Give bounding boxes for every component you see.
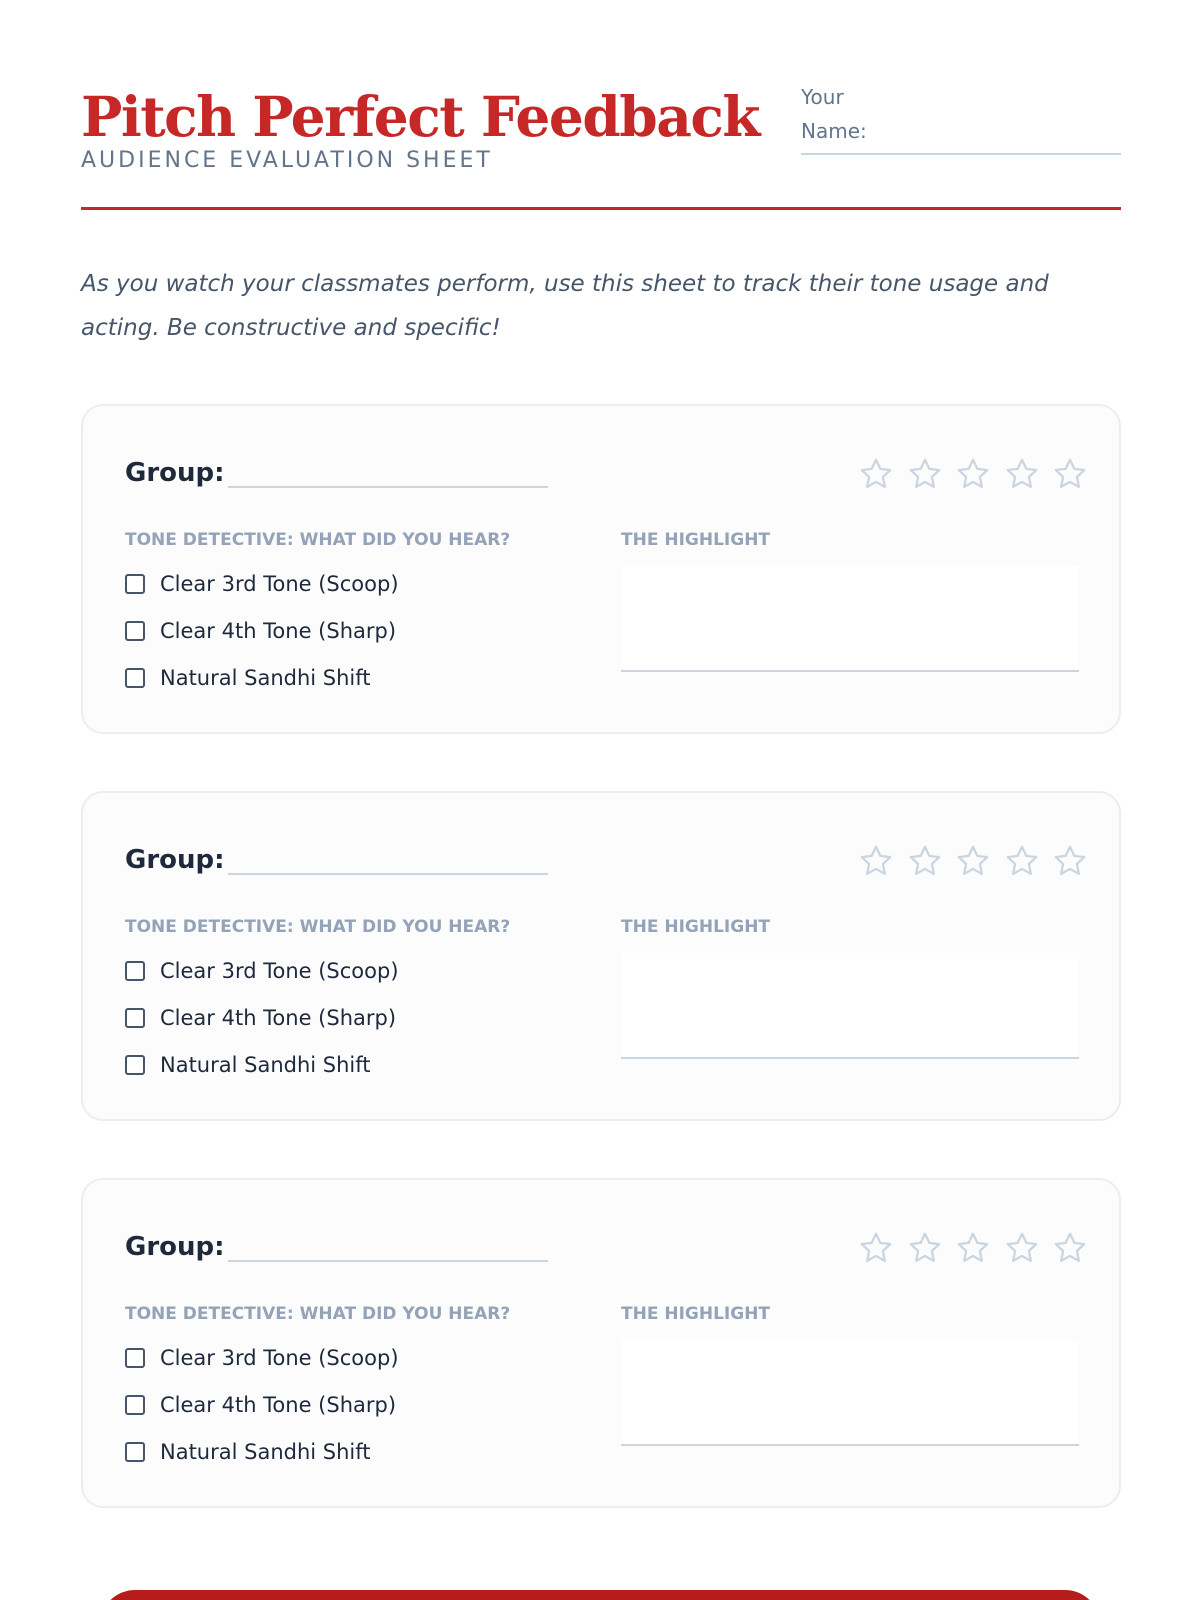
highlight-label: THE HIGHLIGHT: [621, 1304, 771, 1324]
highlight-label: THE HIGHLIGHT: [621, 917, 771, 937]
checkbox[interactable]: [125, 1395, 145, 1415]
group-card: [81, 1178, 1121, 1508]
intro-text: As you watch your classmates perform, use this sheet to track their tone usage and acting. Be constructive and specific!: [81, 271, 1049, 341]
star-icon[interactable]: [858, 843, 894, 879]
page-title: Pitch Perfect Feedback: [81, 84, 759, 149]
highlight-input[interactable]: [621, 953, 1079, 1059]
group-card: [81, 404, 1121, 734]
tone-option-label: Clear 3rd Tone (Scoop): [160, 572, 399, 596]
star-icon[interactable]: [1052, 456, 1088, 492]
group-card: [81, 791, 1121, 1121]
group-name-field[interactable]: [228, 873, 548, 875]
tone-option-label: Natural Sandhi Shift: [160, 666, 371, 690]
name-label: Your Name:: [801, 85, 867, 143]
checkbox[interactable]: [125, 668, 145, 688]
tone-option[interactable]: [125, 956, 399, 986]
star-icon[interactable]: [858, 1230, 894, 1266]
group-name-field[interactable]: [228, 486, 548, 488]
checkbox[interactable]: [125, 1055, 145, 1075]
group-label: Group:: [125, 845, 225, 875]
star-rating: [858, 456, 1088, 496]
star-icon[interactable]: [1004, 456, 1040, 492]
tone-option[interactable]: [125, 569, 399, 599]
tone-option[interactable]: [125, 1003, 396, 1033]
star-icon[interactable]: [858, 456, 894, 492]
tone-option[interactable]: [125, 1390, 396, 1420]
group-label: Group:: [125, 458, 225, 488]
star-icon[interactable]: [1052, 1230, 1088, 1266]
star-rating: [858, 843, 1088, 883]
checkbox[interactable]: [125, 961, 145, 981]
tone-detective-label: TONE DETECTIVE: WHAT DID YOU HEAR?: [125, 530, 511, 550]
star-icon[interactable]: [955, 843, 991, 879]
highlight-input[interactable]: [621, 1340, 1079, 1446]
star-icon[interactable]: [955, 456, 991, 492]
checkbox[interactable]: [125, 1008, 145, 1028]
checkbox[interactable]: [125, 621, 145, 641]
tone-detective-label: TONE DETECTIVE: WHAT DID YOU HEAR?: [125, 917, 511, 937]
tone-option[interactable]: [125, 616, 396, 646]
star-icon[interactable]: [955, 1230, 991, 1266]
checkbox[interactable]: [125, 1348, 145, 1368]
tone-option-label: Natural Sandhi Shift: [160, 1053, 371, 1077]
tone-option-label: Clear 4th Tone (Sharp): [160, 1006, 397, 1030]
tone-option-label: Clear 3rd Tone (Scoop): [160, 959, 399, 983]
tone-option[interactable]: [125, 1050, 371, 1080]
highlight-label: THE HIGHLIGHT: [621, 530, 771, 550]
group-label: Group:: [125, 1232, 225, 1262]
tone-option-label: Clear 3rd Tone (Scoop): [160, 1346, 399, 1370]
star-icon[interactable]: [1004, 843, 1040, 879]
highlight-input[interactable]: [621, 566, 1079, 672]
star-icon[interactable]: [907, 843, 943, 879]
tone-option[interactable]: [125, 1437, 371, 1467]
sheet-header: [81, 80, 1121, 210]
tone-option-label: Clear 4th Tone (Sharp): [160, 619, 397, 643]
star-icon[interactable]: [907, 456, 943, 492]
tone-detective-label: TONE DETECTIVE: WHAT DID YOU HEAR?: [125, 1304, 511, 1324]
page-subtitle: AUDIENCE EVALUATION SHEET: [81, 148, 493, 173]
tone-option[interactable]: [125, 1343, 399, 1373]
checkbox[interactable]: [125, 574, 145, 594]
submit-button[interactable]: [100, 1590, 1100, 1600]
star-icon[interactable]: [1052, 843, 1088, 879]
star-icon[interactable]: [1004, 1230, 1040, 1266]
tone-option-label: Clear 4th Tone (Sharp): [160, 1393, 397, 1417]
group-name-field[interactable]: [228, 1260, 548, 1262]
tone-option[interactable]: [125, 663, 371, 693]
star-icon[interactable]: [907, 1230, 943, 1266]
tone-option-label: Natural Sandhi Shift: [160, 1440, 371, 1464]
name-field[interactable]: [801, 80, 1121, 155]
checkbox[interactable]: [125, 1442, 145, 1462]
star-rating: [858, 1230, 1088, 1270]
